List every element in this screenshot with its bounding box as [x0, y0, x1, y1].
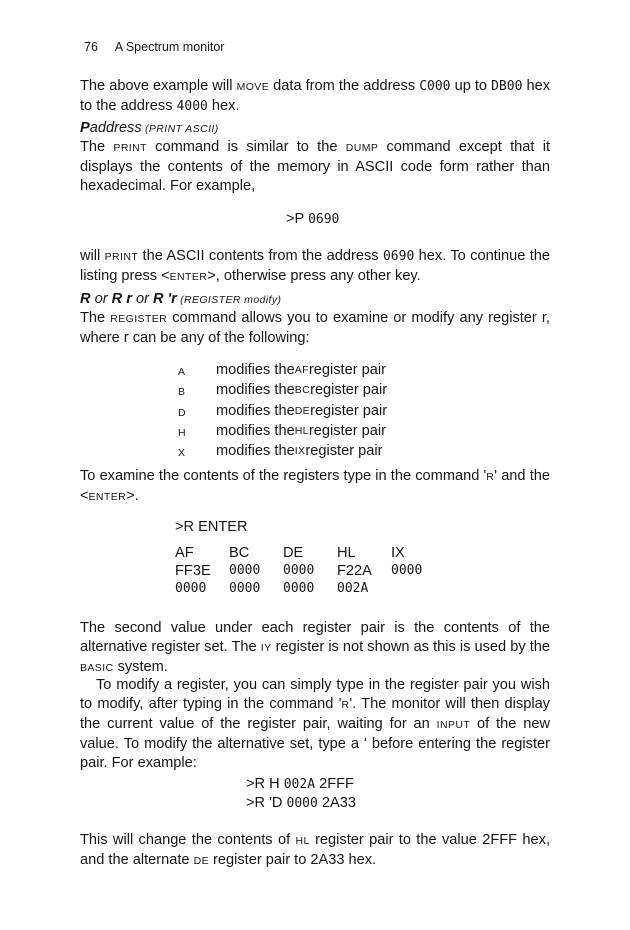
paragraph-move: The above example will MOVE data from the address C000 up to DB00 hex to the address 4000 hex. — [80, 78, 550, 114]
table-cell — [391, 581, 445, 599]
column-header: HL — [337, 545, 356, 561]
page-header — [84, 40, 224, 54]
paragraph-register: The REGISTER command allows you to examine or modify any register r, where r can be any of the following: — [80, 310, 550, 346]
table-cell: F22A — [337, 563, 372, 579]
table-cell: 0000 — [283, 581, 315, 596]
paragraph-print: The PRINT command is similar to the DUMP command except that it displays the contents of the memory in ASCII code form rather than hexadecimal. For example, — [80, 139, 551, 194]
column-header: BC — [229, 545, 250, 561]
table-cell: 0000 — [175, 581, 207, 596]
table-header-row — [175, 545, 445, 563]
register-option: B modifies the BC register pair — [178, 382, 388, 399]
column-header: DE — [283, 545, 304, 561]
paragraph-second-value: The second value under each register pair is the contents of the alternative register set. The IY register is not shown as this is used by the BASIC system. — [80, 620, 551, 675]
paragraph-print-2: will PRINT the ASCII contents from the address 0690 hex. To continue the listing press <ENTER>, otherwise press any other key. — [80, 248, 550, 284]
page-number: 76 — [84, 40, 98, 54]
paragraph-examine: To examine the contents of the registers type in the command 'R' and the <ENTER>. — [80, 468, 550, 504]
register-option-list — [178, 361, 387, 462]
table-cell: 0000 — [229, 581, 261, 596]
example-enter-command: >R ENTER — [175, 519, 248, 535]
register-dump-table — [175, 545, 445, 599]
paragraph-modify: To modify a register, you can simply type in the register pair you wish to modify, after typing in the command 'R'. The monitor will then display the current value of the register pair, waiting for an INPUT of the new value. To modify the alternative set, type a ' before entering the register pair. For example: — [80, 677, 550, 771]
table-cell: 0000 — [283, 563, 315, 578]
column-header: IX — [391, 545, 405, 561]
table-row — [175, 581, 445, 599]
register-option: X modifies the IX register pair — [178, 443, 383, 460]
example-modify-command: >R H 002A 2FFF — [246, 776, 354, 792]
print-command-heading: Paddress (PRINT ASCII) — [80, 120, 219, 136]
register-option: H modifies the HL register pair — [178, 422, 386, 439]
register-option: D modifies the DE register pair — [178, 402, 388, 419]
table-cell: 0000 — [391, 563, 423, 578]
table-row — [175, 563, 445, 581]
running-title: A Spectrum monitor — [114, 40, 225, 54]
paragraph-final: This will change the contents of HL register pair to the value 2FFF hex, and the alternate DE register pair to 2A33 hex. — [80, 832, 551, 868]
column-header: AF — [175, 545, 194, 561]
table-cell: 0000 — [229, 563, 261, 578]
register-command-heading: R or R r or R 'r (REGISTER modify) — [80, 291, 282, 307]
example-modify-command: >R 'D 0000 2A33 — [246, 795, 356, 811]
table-cell: FF3E — [175, 563, 211, 579]
example-print-command: >P 0690 — [286, 211, 340, 227]
register-option: A modifies the AF register pair — [178, 362, 386, 378]
table-cell: 002A — [337, 581, 369, 596]
